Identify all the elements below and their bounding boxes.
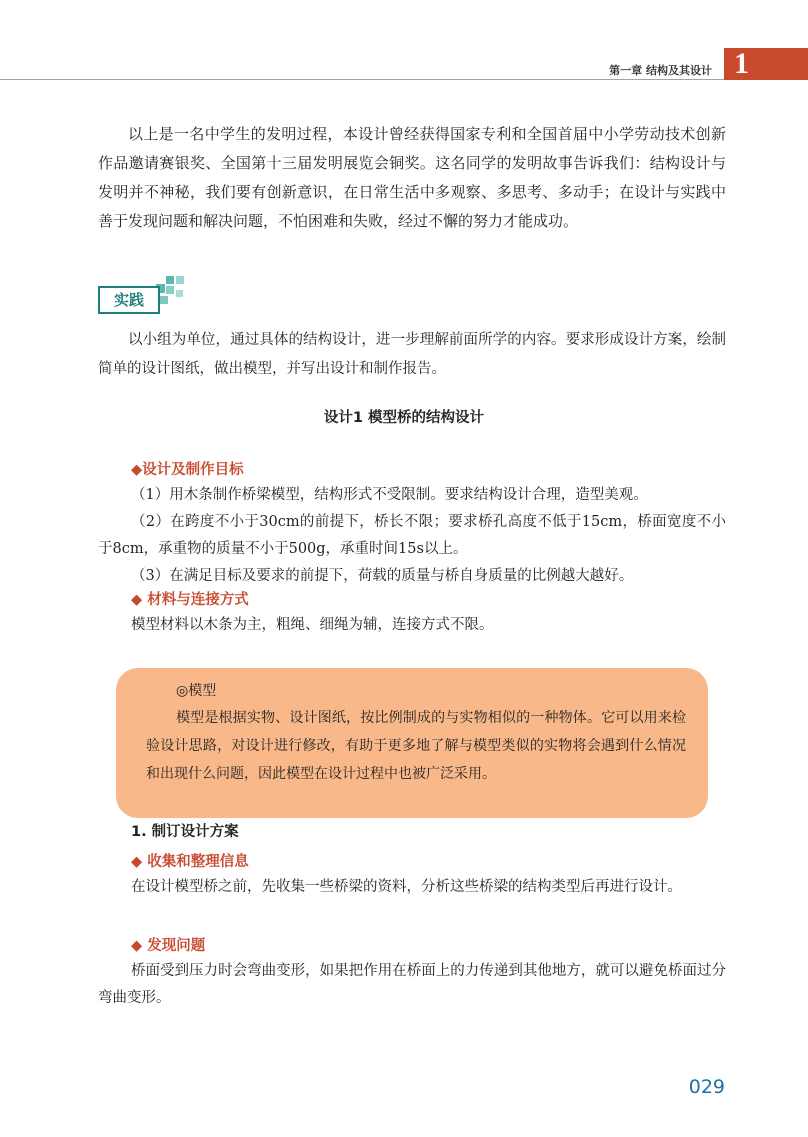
practice-intro: 以小组为单位，通过具体的结构设计，进一步理解前面所学的内容。要求形成设计方案，绘制简单的设计图纸，做出模型，并写出设计和制作报告。 <box>98 332 726 377</box>
chapter-number: 1 <box>734 47 749 80</box>
page-number: 029 <box>688 1076 725 1098</box>
practice-badge-label: 实践 <box>113 291 144 309</box>
chapter-title: 第一章 结构及其设计 <box>609 64 712 77</box>
note-text: 模型是根据实物、设计图纸，按比例制成的与实物相似的一种物体。它可以用来检验设计思路，对设计进行修改，有助于更多地了解与模型类似的实物将会遇到什么情况和出现什么问题，因此模型在设计过程中也被广泛采用。 <box>146 710 686 782</box>
goal-item-3: （3）在满足目标及要求的前提下，荷载的质量与桥自身质量的比例越大越好。 <box>131 568 634 584</box>
materials-heading: ◆ 材料与连接方式 <box>131 592 249 608</box>
design-title: 设计1 模型桥的结构设计 <box>323 410 485 426</box>
problem-heading: ◆ 发现问题 <box>131 938 206 954</box>
problem-text: 桥面受到压力时会弯曲变形，如果把作用在桥面上的力传递到其他地方，就可以避免桥面过分弯曲变形。 <box>98 963 726 1006</box>
materials-text: 模型材料以木条为主，粗绳、细绳为辅，连接方式不限。 <box>131 617 494 633</box>
goal-item-2: （2）在跨度不小于30cm的前提下，桥长不限；要求桥孔高度不低于15cm，桥面宽度不小于8cm，承重物的质量不小于500g，承重时间15s以上。 <box>98 514 726 557</box>
header-rule <box>0 79 724 80</box>
note-title: ◎模型 <box>176 683 217 699</box>
practice-badge <box>98 286 160 314</box>
chapter-tab <box>724 48 808 80</box>
goals-heading: ◆设计及制作目标 <box>131 462 244 478</box>
model-note-box <box>116 668 708 818</box>
goal-item-1: （1）用木条制作桥梁模型，结构形式不受限制。要求结构设计合理，造型美观。 <box>131 487 648 503</box>
section-title: 1. 制订设计方案 <box>131 824 239 840</box>
intro-paragraph: 以上是一名中学生的发明过程，本设计曾经获得国家专利和全国首届中小学劳动技术创新作品邀请赛银奖、全国第十三届发明展览会铜奖。这名同学的发明故事告诉我们：结构设计与发明并不神秘，我们要有创新意识，在日常生活中多观察、多思考、多动手；在设计与实践中善于发现问题和解决问题，不怕困难和失败，经过不懈的努力才能成功。 <box>98 125 726 230</box>
collect-text: 在设计模型桥之前，先收集一些桥梁的资料，分析这些桥梁的结构类型后再进行设计。 <box>131 879 682 895</box>
collect-heading: ◆ 收集和整理信息 <box>131 854 249 870</box>
